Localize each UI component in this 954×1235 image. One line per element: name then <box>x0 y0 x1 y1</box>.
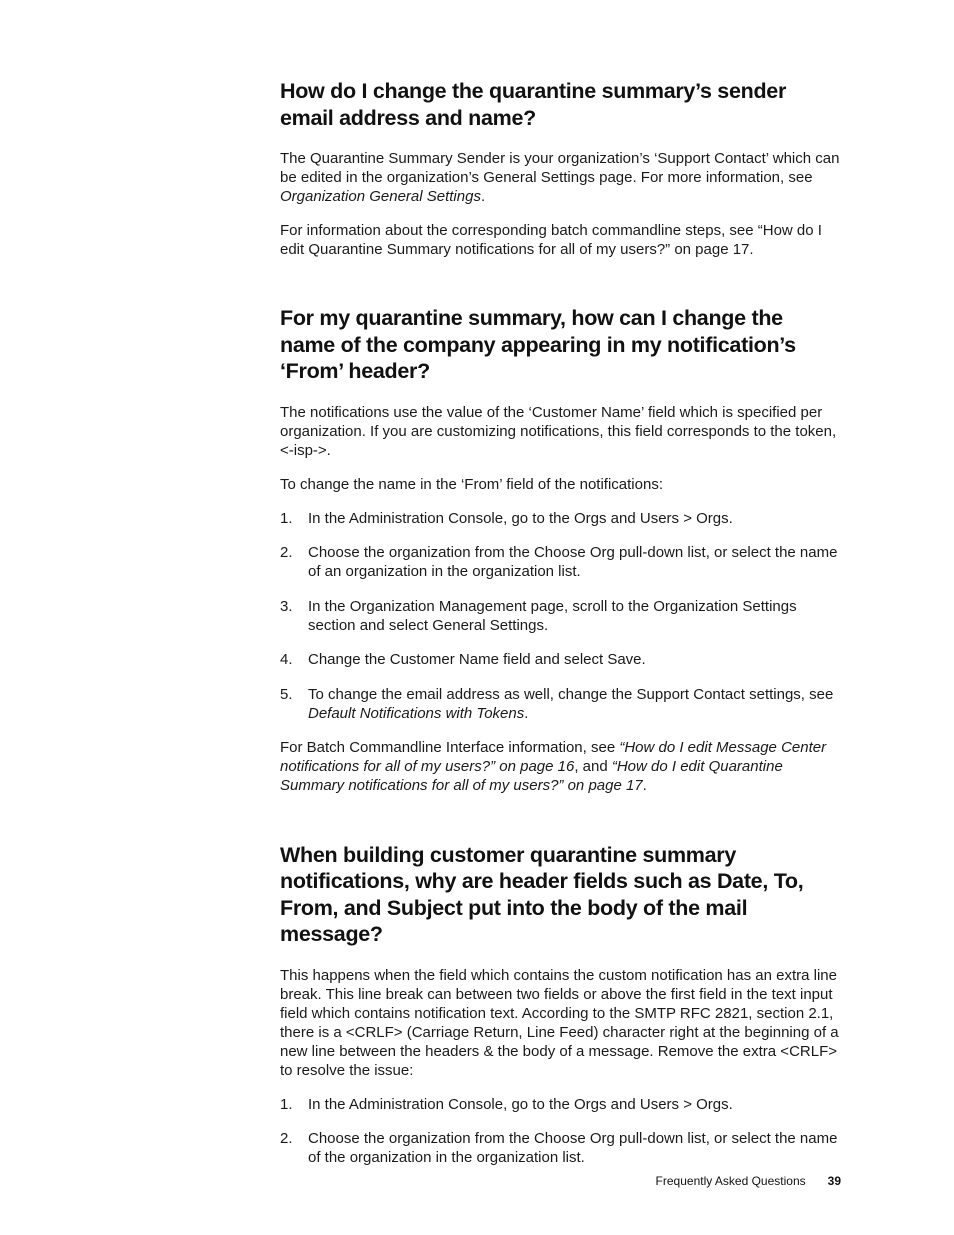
step-number: 4. <box>280 651 293 668</box>
section-paragraph: For information about the corresponding batch commandline steps, see “How do I edit Quarantine Summary notifications for all of my users?” on page 17. <box>280 222 822 258</box>
step-text: Choose the organization from the Choose Org pull-down list, or select the name of an organization in the organization list. <box>308 544 838 580</box>
section-paragraph: The notifications use the value of the ‘Customer Name’ field which is specified per organization. If you are customizing notifications, this field corresponds to the token, <-isp->. <box>280 403 837 459</box>
step-text: In the Organization Management page, scroll to the Organization Settings section and select General Settings. <box>308 597 797 634</box>
paragraph-text: . <box>642 776 647 794</box>
section-paragraph: To change the name in the ‘From’ field of the notifications: <box>280 475 663 493</box>
list-item <box>280 1095 842 1114</box>
paragraph-text: . <box>480 188 486 205</box>
cross-reference: “How do I edit Message Center notifications for all of my users?” on page 16 <box>280 738 827 775</box>
step-number: 2. <box>280 1130 293 1147</box>
page-footer <box>656 1174 841 1188</box>
list-item <box>280 685 842 723</box>
list-item <box>280 597 842 635</box>
paragraph-text: , and <box>574 757 612 775</box>
step-number: 1. <box>280 1095 293 1113</box>
step-number: 3. <box>280 597 293 615</box>
step-text: To change the email address as well, change the Support Contact settings, see <box>308 685 834 703</box>
faq-section-company-name <box>280 305 842 795</box>
section-paragraph: This happens when the field which contains the custom notification has an extra line break. This line break can between two fields or above the first field in the text input field which contains notification text. According to the SMTP RFC 2821, section 2.1, there is a <CRLF> (Carriage Return, Line Feed) character right at the beginning of a new line between the headers & the body of a message. Remove the extra <CRLF> to resolve the issue: <box>280 966 839 1079</box>
section-paragraph <box>280 149 842 206</box>
step-text: . <box>524 704 529 722</box>
paragraph-text: For Batch Commandline Interface information, see <box>280 738 620 756</box>
section-paragraph <box>280 738 842 795</box>
faq-section-sender-email <box>280 78 842 259</box>
faq-section-header-fields <box>280 842 842 1168</box>
step-text: In the Administration Console, go to the Orgs and Users > Orgs. <box>308 1095 733 1113</box>
list-item <box>280 650 842 669</box>
numbered-steps <box>280 1095 842 1168</box>
step-number: 2. <box>280 544 293 561</box>
list-item <box>280 543 842 581</box>
step-text: In the Administration Console, go to the Orgs and Users > Orgs. <box>308 509 733 527</box>
step-number: 1. <box>280 509 293 527</box>
footer-section-title: Frequently Asked Questions <box>655 1174 806 1188</box>
paragraph-text: The Quarantine Summary Sender is your organization’s ‘Support Contact’ which can be edited in the organization’s General Settings page. For more information, see <box>280 150 840 186</box>
step-text: Choose the organization from the Choose Org pull-down list, or select the name of the organization in the organization list. <box>308 1130 838 1166</box>
section-heading: When building customer quarantine summary notifications, why are header fields such as Date, To, From, and Subject put into the body of the mail message? <box>280 842 804 946</box>
list-item <box>280 509 842 528</box>
list-item <box>280 1129 842 1167</box>
step-text: Change the Customer Name field and select Save. <box>308 651 646 668</box>
cross-reference: “How do I edit Quarantine Summary notifications for all of my users?” on page 17 <box>280 757 783 794</box>
section-heading: For my quarantine summary, how can I change the name of the company appearing in my notification’s ‘From’ header? <box>280 306 796 383</box>
cross-reference: Organization General Settings <box>280 188 481 205</box>
page-number: 39 <box>827 1174 841 1188</box>
cross-reference: Default Notifications with Tokens <box>308 704 525 722</box>
step-number: 5. <box>280 685 293 703</box>
section-heading: How do I change the quarantine summary’s sender email address and name? <box>280 79 787 130</box>
document-body <box>280 76 842 1167</box>
numbered-steps <box>280 509 842 723</box>
